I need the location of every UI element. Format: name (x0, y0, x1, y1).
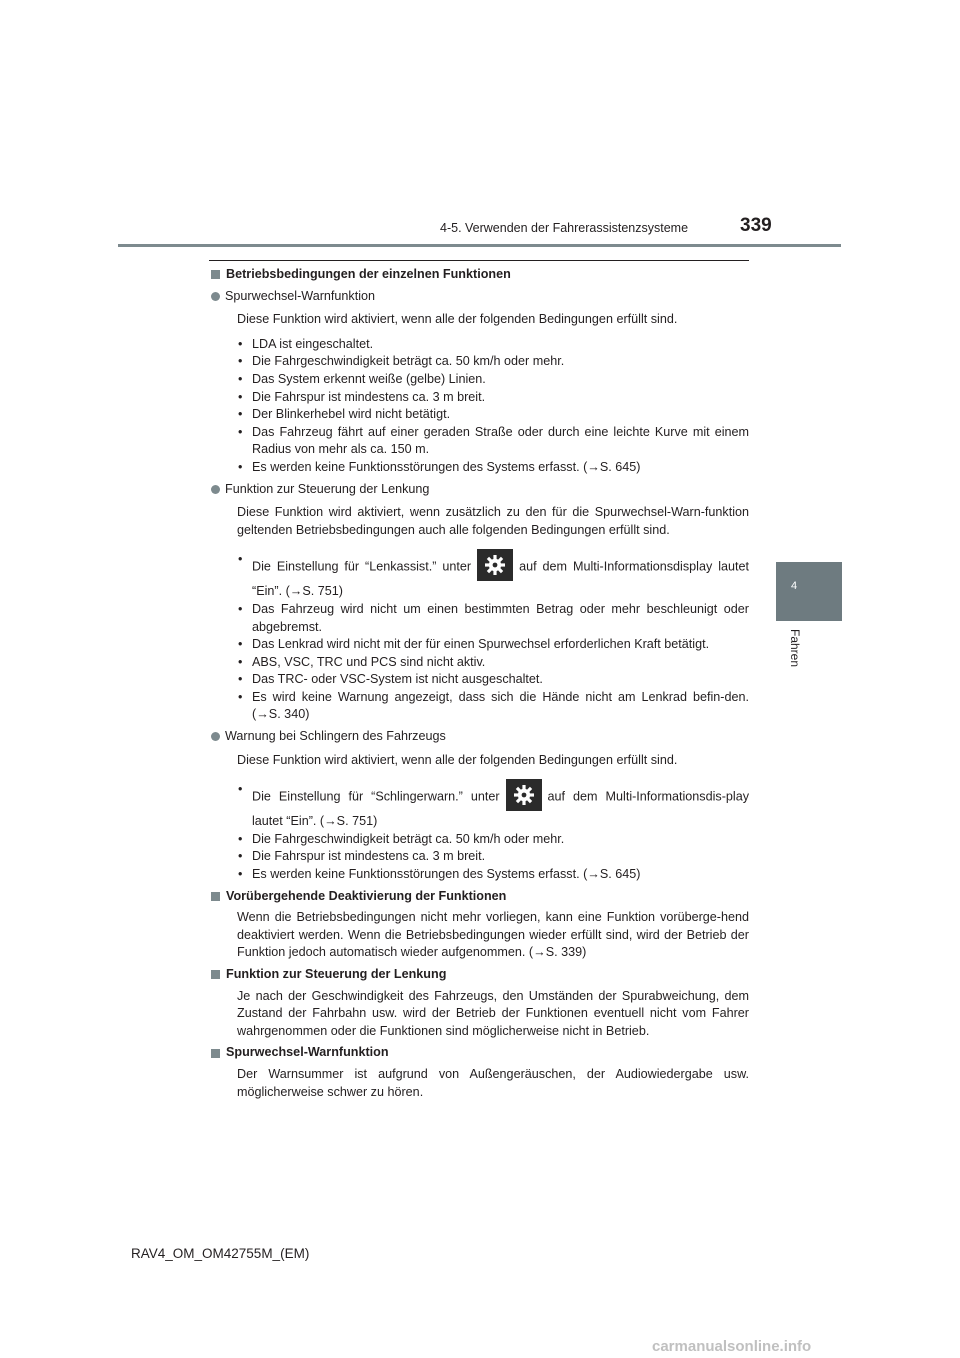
paragraph: Wenn die Betriebsbedingungen nicht mehr vorliegen, kann eine Funktion vorüberge-hend deaktiviert werden. Wenn die Betriebsbedingungen wieder erfüllt sind, wird der Betrieb der Funktion jedoch automatisch wieder aufgenommen. (→S. 339) (237, 910, 749, 960)
list-item: • Die Fahrgeschwindigkeit beträgt ca. 50 km/h oder mehr. (237, 353, 749, 371)
square-bullet-icon (211, 970, 220, 979)
list-item: • Die Fahrspur ist mindestens ca. 3 m breit. (237, 389, 749, 407)
list-item-text: auf dem Multi-Informationsdisplay lautet “Ein”. (→S. 751) (252, 559, 750, 599)
list-item: • Es werden keine Funktionsstörungen des Systems erfasst. (→S. 645) (237, 866, 749, 884)
subsection-heading (209, 728, 749, 746)
section-title: Vorübergehende Deaktivierung der Funktionen (226, 888, 507, 903)
list-item: • Der Blinkerhebel wird nicht betätigt. (237, 406, 749, 424)
document-code: RAV4_OM_OM42755M_(EM) (131, 1246, 310, 1261)
list-item-text: Die Einstellung für “Schlingerwarn.” unter (252, 789, 500, 804)
paragraph: Der Warnsummer ist aufgrund von Außengeräuschen, der Audiowiedergabe usw. möglicherweise schwer zu hören. (237, 1066, 749, 1099)
list-item: • Das Lenkrad wird nicht mit der für einen Spurwechsel erforderlichen Kraft betätigt. (237, 636, 749, 654)
watermark: carmanualsonline.info (652, 1338, 812, 1355)
chapter-number: 4 (791, 580, 798, 592)
subsection-title: Funktion zur Steuerung der Lenkung (225, 481, 430, 496)
paragraph: Diese Funktion wird aktiviert, wenn alle der folgenden Bedingungen erfüllt sind. (237, 752, 678, 767)
paragraph: Diese Funktion wird aktiviert, wenn zusätzlich zu den für die Spurwechsel-Warn-funktion geltenden Betriebsbedingungen auch alle folgenden Bedingungen erfüllt sind. (237, 505, 749, 537)
chapter-tab (776, 562, 842, 621)
paragraph: Je nach der Geschwindigkeit des Fahrzeugs, den Umständen der Spurabweichung, dem Zustand der Fahrbahn usw. wird der Betrieb der Funktionen eventuell nicht vom Fahrer wahrgenommen oder die Funktionen sind möglicherweise nicht in Betrieb. (237, 988, 749, 1038)
list-item (237, 551, 749, 601)
chapter-label: Fahren (788, 629, 802, 668)
square-bullet-icon (211, 892, 220, 901)
square-bullet-icon (211, 1049, 220, 1058)
list-item: • Es wird keine Warnung angezeigt, dass sich die Hände nicht am Lenkrad befin-den. (→S. 340) (237, 689, 749, 724)
bullet-list (237, 551, 749, 724)
section-heading (209, 266, 749, 284)
section-heading (209, 966, 749, 984)
list-item-text: auf dem Multi-Informationsdis-play lautet “Ein”. (→S. 751) (252, 789, 749, 829)
page-content (209, 266, 749, 1101)
list-item: • Das Fahrzeug wird nicht um einen bestimmten Betrag oder mehr beschleunigt oder abgebremst. (237, 601, 749, 636)
gear-icon (506, 779, 542, 811)
list-item: • Es werden keine Funktionsstörungen des Systems erfasst. (→S. 645) (237, 459, 749, 477)
subsection-title: Warnung bei Schlingern des Fahrzeugs (225, 729, 446, 744)
list-item: • Das TRC- oder VSC-System ist nicht ausgeschaltet. (237, 671, 749, 689)
circle-bullet-icon (211, 292, 220, 301)
list-item: • LDA ist eingeschaltet. (237, 336, 749, 354)
list-item: • Das System erkennt weiße (gelbe) Linien. (237, 371, 749, 389)
square-bullet-icon (211, 270, 220, 279)
section-title: Funktion zur Steuerung der Lenkung (226, 967, 447, 981)
header-rule (118, 244, 841, 247)
subsection-heading (209, 481, 749, 499)
list-item: • ABS, VSC, TRC und PCS sind nicht aktiv. (237, 654, 749, 672)
bullet-list (237, 781, 749, 883)
list-item: • Die Fahrspur ist mindestens ca. 3 m breit. (237, 848, 749, 866)
section-heading (209, 888, 749, 906)
list-item: • Die Fahrgeschwindigkeit beträgt ca. 50 km/h oder mehr. (237, 831, 749, 849)
circle-bullet-icon (211, 732, 220, 741)
section-heading (209, 1044, 749, 1062)
content-rule (209, 260, 749, 261)
list-item (237, 781, 749, 831)
page-number: 339 (740, 215, 772, 236)
bullet-list (237, 336, 749, 477)
section-title: Spurwechsel-Warnfunktion (226, 1045, 389, 1060)
paragraph: Diese Funktion wird aktiviert, wenn alle der folgenden Bedingungen erfüllt sind. (237, 312, 678, 327)
gear-icon (477, 549, 513, 581)
circle-bullet-icon (211, 485, 220, 494)
list-item-text: Die Einstellung für “Lenkassist.” unter (252, 559, 472, 574)
subsection-title: Spurwechsel-Warnfunktion (225, 288, 376, 303)
list-item: • Das Fahrzeug fährt auf einer geraden Straße oder durch eine leichte Kurve mit einem Radius von mehr als ca. 150 m. (237, 424, 749, 459)
section-title: Betriebsbedingungen der einzelnen Funktionen (226, 267, 511, 281)
running-header: 4-5. Verwenden der Fahrerassistenzsysteme (440, 221, 689, 235)
subsection-heading (209, 288, 749, 306)
